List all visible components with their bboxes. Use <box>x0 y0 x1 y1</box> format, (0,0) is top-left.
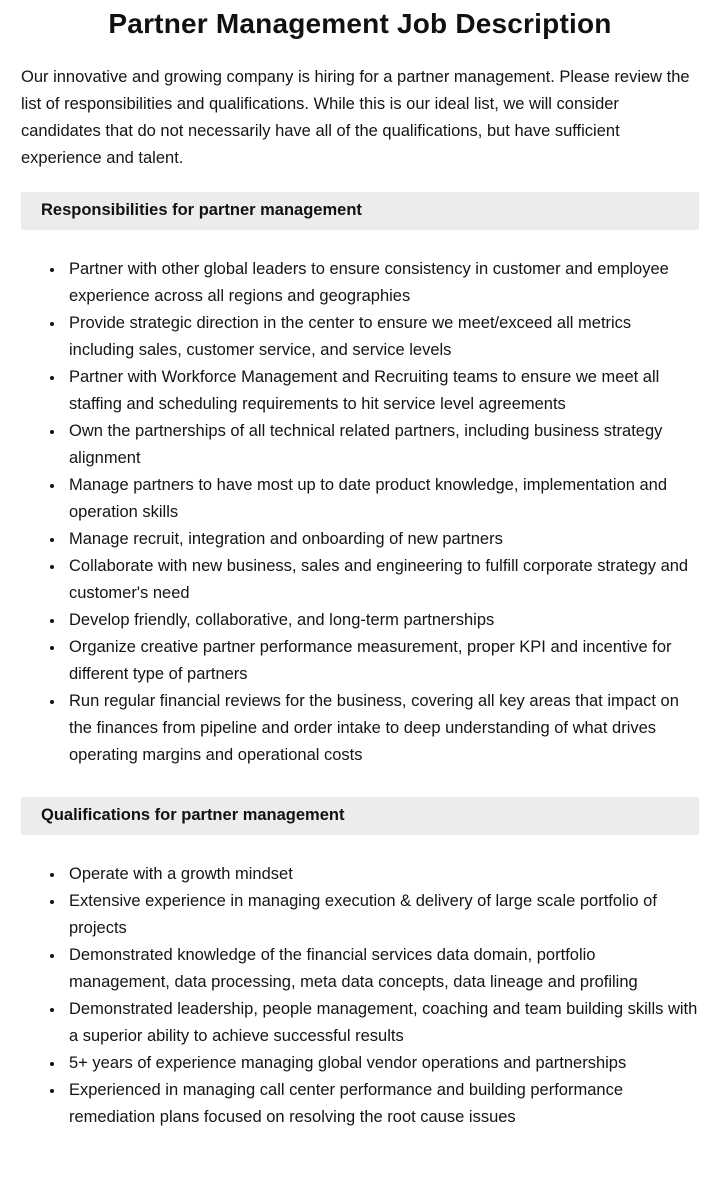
list-item: • Demonstrated leadership, people management, coaching and team building skills with a superior ability to achieve successful results <box>65 996 699 1050</box>
list-item: • Organize creative partner performance measurement, proper KPI and incentive for different type of partners <box>65 634 699 688</box>
list-item: • Collaborate with new business, sales and engineering to fulfill corporate strategy and customer's need <box>65 553 699 607</box>
list-item: • Experienced in managing call center performance and building performance remediation plans focused on resolving the root cause issues <box>65 1077 699 1131</box>
list-item: • Manage recruit, integration and onboarding of new partners <box>65 526 699 553</box>
list-item: • Own the partnerships of all technical related partners, including business strategy alignment <box>65 418 699 472</box>
section-heading-text: Qualifications for partner management <box>41 806 345 824</box>
list-item: • Partner with Workforce Management and Recruiting teams to ensure we meet all staffing and scheduling requirements to hit service level agreements <box>65 364 699 418</box>
section-heading-text: Responsibilities for partner management <box>41 201 362 219</box>
list-item: • Extensive experience in managing execution & delivery of large scale portfolio of projects <box>65 888 699 942</box>
list-item: • Manage partners to have most up to date product knowledge, implementation and operation skills <box>65 472 699 526</box>
section-header-qualifications <box>21 797 699 835</box>
qualifications-list <box>21 861 699 1131</box>
list-item: • Provide strategic direction in the center to ensure we meet/exceed all metrics including sales, customer service, and service levels <box>65 310 699 364</box>
list-item: • Develop friendly, collaborative, and long-term partnerships <box>65 607 699 634</box>
list-item: • Demonstrated knowledge of the financial services data domain, portfolio management, data processing, meta data concepts, data lineage and profiling <box>65 942 699 996</box>
page-title: Partner Management Job Description <box>108 8 612 39</box>
list-item: • Run regular financial reviews for the business, covering all key areas that impact on the finances from pipeline and order intake to deep understanding of what drives operating margins and operational costs <box>65 688 699 769</box>
list-item: • Partner with other global leaders to ensure consistency in customer and employee experience across all regions and geographies <box>65 256 699 310</box>
list-item: • Operate with a growth mindset <box>65 861 699 888</box>
section-header-responsibilities <box>21 192 699 230</box>
responsibilities-list <box>21 256 699 769</box>
list-item: • 5+ years of experience managing global vendor operations and partnerships <box>65 1050 699 1077</box>
intro-paragraph: Our innovative and growing company is hiring for a partner management. Please review the list of responsibilities and qualifications. While this is our ideal list, we will consider candidates that do not necessarily have all of the qualifications, but have sufficient experience and talent. <box>21 68 690 167</box>
